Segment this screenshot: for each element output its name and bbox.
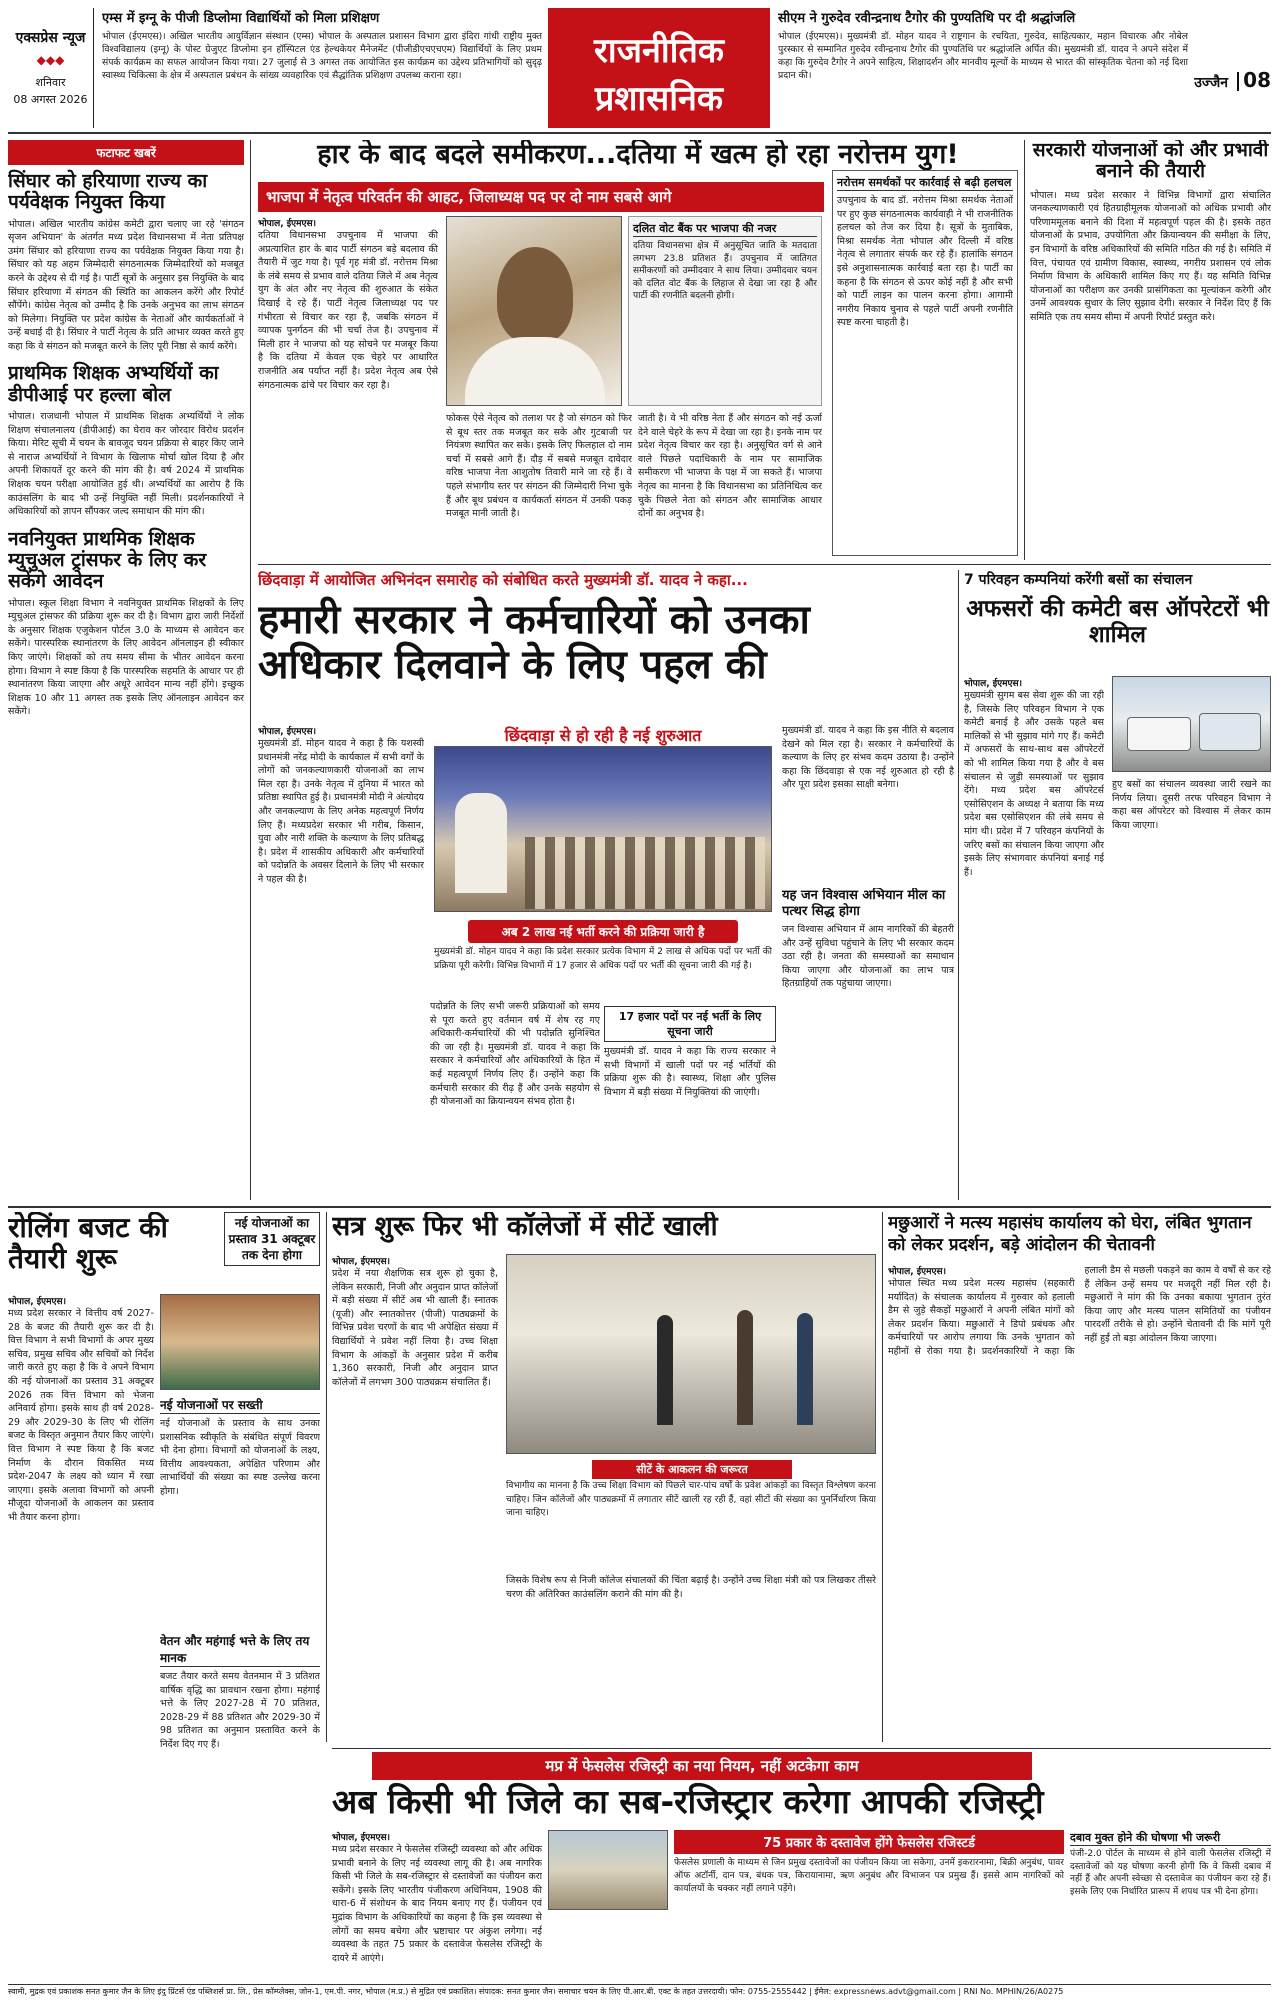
cm-text-c <box>782 724 954 884</box>
cm-body-a: मुख्यमंत्री डॉ. मोहन यादव ने कहा है कि यशस्वी प्रधानमंत्री नरेंद्र मोदी के कार्यकाल में सभी वर्गों के लोगों को जनकल्याणकारी योजनाओं का लाभ मिल रहा है। उनके नेतृत्व में दुनिया में भारत को प्रतिष्ठा स्थापित हुई है। प्रधानमंत्री मोदी ने अंत्योदय और जनकल्याण के लिए अनेक महत्वपूर्ण निर्णय लिए हैं। मध्यप्रदेश सरकार भी गरीब, किसान, युवा और नारी शक्ति के कल्याण के लिए प्रतिबद्ध है। प्रदेश में शासकीय अधिकारी और कर्मचारियों को पदोन्नति के अवसर दिलाने के लिए भी सरकार ने पहल की है। <box>258 738 424 885</box>
teaser-right-title: सीएम ने गुरुदेव रवीन्द्रनाथ टैगोर की पुण्यतिथि पर दी श्रद्धांजलि <box>778 11 1076 26</box>
rolling-body: मध्य प्रदेश सरकार ने वित्तीय वर्ष 2027-28 के बजट की तैयारी शुरू कर दी है। वित्त विभाग ने सभी विभागों के अपर मुख्य सचिव, प्रमुख सचिव और सचिवों को निर्देश जारी करते हुए कहा है कि वे अपने विभाग की नई योजनाओं का प्रस्ताव 31 अक्टूबर 2026 तक वित्त विभाग को भेजना अनिवार्य होगा। इसके साथ ही वर्ष 2028-29 और 2029-30 के लिए भी रोलिंग बजट के विस्तृत अनुमान तैयार किए जाएंगे। वित्त विभाग ने स्पष्ट किया है कि बजट निर्माण के दौरान विकसित मध्य प्रदेश-2047 के लक्ष्य को ध्यान में रखा जाएगा। इसके अलावा विभागों को अपनी मौजूदा योजनाओं के आकलन का प्रस्ताव भी तैयार करना होगा। <box>8 1308 154 1523</box>
student-figure <box>657 1315 673 1425</box>
cm-body-b: पदोन्नति के लिए सभी जरूरी प्रक्रियाओं को समय से पूरा करते हुए वर्तमान वर्ष में शेष रह गए अधिकारी-कर्मचारियों की भी पदोन्नति सुनिश्चित की जा रही है। मुख्यमंत्री डॉ. यादव ने कहा कि सरकार ने कर्मचारियों और अधिकारियों के हित में कई महत्वपूर्ण निर्णय लिए हैं। उन्होंने कहा कि कर्मचारी सरकार की रीढ़ हैं और उनके सहयोग से ही योजनाओं का क्रियान्वयन संभव होता है। <box>430 1001 600 1108</box>
lead-subhead: भाजपा में नेतृत्व परिवर्तन की आहट, जिलाध्यक्ष पद पर दो नाम सबसे आगे <box>258 182 824 212</box>
transport-dateline: भोपाल, ईएमएस। <box>964 679 1023 689</box>
cm-event-photo <box>434 746 772 912</box>
audience-crowd <box>525 837 765 909</box>
registry-headline: अब किसी भी जिले का सब-रजिस्ट्रार करेगा आपकी रजिस्ट्री <box>332 1782 1044 1821</box>
section-banner <box>548 8 770 128</box>
lead-body-a: दतिया विधानसभा उपचुनाव में भाजपा की अप्रत्याशित हार के बाद पार्टी संगठन बड़े बदलाव की तैयारी में जुट गया है। पूर्व गृह मंत्री डॉ. नरोत्तम मिश्रा के लंबे समय से प्रभाव वाले दतिया जिले में अब नेतृत्व युग के अंत और नए नेतृत्व की शुरुआत के संकेत दिखाई दे रहे हैं। पार्टी नेतृत्व जिलाध्यक्ष पद पर गंभीरता से विचार कर रहा है, जबकि संगठन में व्यापक पुनर्गठन की भी चर्चा तेज है। उपचुनाव में मिली हार ने भाजपा को यह सोचने पर मजबूर किया है कि दतिया में केवल एक चेहरे पर आधारित राजनीति अब पर्याप्त नहीं है। प्रदेश नेतृत्व अब ऐसे संगठनात्मक ढांचे पर विचार कर रहा है। <box>258 230 438 391</box>
colleges-caption-wrap <box>506 1480 876 1570</box>
recruit-box-title: अब 2 लाख नई भर्ती करने की प्रक्रिया जारी है <box>468 920 738 943</box>
student-figure-3 <box>797 1313 813 1425</box>
col1-divider <box>250 140 251 1200</box>
teaser-left-body: भोपाल (ईएमएस)। अखिल भारतीय आयुर्विज्ञान संस्थान (एम्स) भोपाल के अस्पताल प्रशासन विभाग द्वारा इंदिरा गांधी राष्ट्रीय मुक्त विश्वविद्यालय (इग्नू) के पोस्ट ग्रेजुएट डिप्लोमा इन हॉस्पिटल एंड हेल्थकेयर मैनेजमेंट (पीजीडीएचएचएम) विद्यार्थियों के लिए प्रथम संपर्क कार्यक्रम का सफल आयोजन किया गया। 27 जुलाई से 3 अगस्त तक आयोजित इस कार्यक्रम का उद्देश्य प्रतिभागियों को सुदृढ़ स्वास्थ्य चिकित्सा के क्षेत्र में अस्पताल प्रबंधन के सांख्य व्यवहारिक एवं सैद्धांतिक प्रशिक्षण उपलब्ध कराना रहा। <box>102 31 542 81</box>
rolling-box1-title: नई योजनाओं पर सख्ती <box>160 1396 320 1414</box>
registry-box <box>674 1830 1064 1980</box>
colleges-story <box>332 1212 876 1742</box>
rolling-dateline: भोपाल, ईएमएस। <box>8 1297 67 1307</box>
lead-text-c <box>638 412 822 556</box>
portrait-shoulders <box>465 337 605 406</box>
registry-side-body: पंजी-2.0 पोर्टल के माध्यम से होने वाली फेसलेस रजिस्ट्री में दस्तावेजों को यह घोषणा करनी होगी कि वे किसी दबाव में नहीं हैं और अपनी स्वेच्छा से दस्तावेज का पंजीयन करा रहे हैं। इसके लिए एक निर्धारित प्रारूप में शपथ पत्र भी देना होगा। <box>1070 1849 1271 1897</box>
transport-photo-caption: हुए बसों का संचालन व्यवस्था जारी रखने का निर्णय लिया। दूसरी तरफ परिवहन विभाग ने कहा बस ऑपरेटर को विश्वास में लेकर काम किया जाएगा। <box>1112 779 1271 831</box>
rolling-headline: रोलिंग बजट की तैयारी शुरू <box>8 1212 168 1276</box>
rolling-box2-title: वेतन और महंगाई भत्ते के लिए तय मानक <box>160 1632 320 1667</box>
cm-sub2-title: यह जन विश्वास अभियान मील का पत्थर सिद्ध होगा <box>782 888 946 919</box>
masthead <box>8 8 1271 128</box>
teaser-right-body: भोपाल (ईएमएस)। मुख्यमंत्री डॉ. मोहन यादव ने राष्ट्रगान के रचयिता, गुरुदेव, साहित्यकार, महान विचारक और नोबेल पुरस्कार से सम्मानित गुरुदेव रवीन्द्रनाथ टैगोर की पुण्यतिथि पर श्रद्धांजलि अर्पित की। मुख्यमंत्री डॉ. यादव ने अपने संदेश में कहा कि गुरुदेव टैगोर ने अपने साहित्य, शिक्षादर्शन और मानवीय मूल्यों के माध्यम से भारत की सांस्कृतिक चेतना को नई दिशा प्रदान की। <box>778 31 1188 81</box>
issue-day: शनिवार <box>35 76 66 89</box>
dalit-box-title: दलित वोट बैंक पर भाजपा की नजर <box>633 221 817 237</box>
lead-body-c: जाती है। वे भी वरिष्ठ नेता हैं और संगठन को नई ऊर्जा देने वाले चेहरे के रूप में देखा जा रहा है। इनके नाम पर प्रदेश नेतृत्व विचार कर रहा है। अनुसूचित वर्ग से आने वाले पिछले पदाधिकारी के नाम पर सामाजिक समीकरण भी भाजपा के पक्ष में जा सकते हैं। भाजपा नेतृत्व का मानना है कि विधानसभा का प्रतिनिधित्व कर चुके पिछले नेता को संगठन और सामाजिक आधार दोनों का अनुभव है। <box>638 413 822 520</box>
brief2-body: भोपाल। राजधानी भोपाल में प्राथमिक शिक्षक अभ्यर्थियों ने लोक शिक्षण संचालनालय (डीपीआई) का घेराव कर जोरदार विरोध प्रदर्शन किया। मेरिट सूची में चयन के बावजूद चयन प्रक्रिया से बाहर किए जाने से नाराज अभ्यर्थियों ने विभाग के खिलाफ मोर्चा खोल दिया है और अपनी शिकायतें दूर करने की मांग की है। वर्ष 2024 में प्राथमिक शिक्षक चयन परीक्षा आयोजित हुई थी। अभ्यर्थियों का आरोप है कि काउंसलिंग के बाद भी उन्हें नियुक्ति नहीं मिली। प्रदर्शनकारियों ने अधिकारियों को ज्ञापन सौंपकर जल्द समाधान की मांग की। <box>8 411 244 518</box>
section-title-line2: प्रशासनिक <box>594 79 724 119</box>
cm-headline-line2: अधिकार दिलवाने के लिए पहल की <box>258 641 767 688</box>
transport-kicker: 7 परिवहन कम्पनियां करेंगी बसों का संचालन <box>964 572 1193 588</box>
registry-box-title: 75 प्रकार के दस्तावेज होंगे फेसलेस रजिस्टर्ड <box>674 1830 1064 1854</box>
lead-body-b: फोकस ऐसे नेतृत्व को तलाश पर है जो संगठन को फिर से बूथ स्तर तक मजबूत कर सके और गुटबाजी पर नियंत्रण स्थापित कर सके। इसके लिए फिलहाल दो नाम चर्चा में सबसे आगे हैं। दौड़ में सबसे मजबूत दावेदार वरिष्ठ भाजपा नेता आशुतोष तिवारी माने जा रहे हैं। वे पहले संभागीय स्तर पर संगठन की जिम्मेदारी निभा चुके हैं और बूथ प्रबंधन व कार्यकर्ता संगठन में उनकी पकड़ मजबूत मानी जाती है। <box>446 413 632 520</box>
student-figure-2 <box>737 1310 753 1425</box>
colleges-body-b: जिसके विशेष रूप से निजी कॉलेज संचालकों की चिंता बढ़ाई है। उन्होंने उच्च शिक्षा मंत्री को पत्र लिखकर तीसरे चरण की अतिरिक्त काउंसलिंग कराने की मांग की है। <box>506 1575 876 1600</box>
registry-kicker: मप्र में फेसलेस रजिस्ट्री का नया नियम, नहीं अटकेगा काम <box>372 1752 1032 1780</box>
rolling-story <box>8 1212 320 1980</box>
page-separator <box>1237 72 1239 91</box>
recruit-box-body: मुख्यमंत्री डॉ. मोहन यादव ने कहा कि प्रदेश सरकार प्रत्येक विभाग में 2 लाख से अधिक पदों पर भर्ती की प्रक्रिया पूरी करेगी। विभिन्न विभागों में 17 हजार से अधिक पदों पर भर्ती की सूचना जारी की गई है। <box>434 947 772 971</box>
rolling-divider <box>326 1212 327 1742</box>
vacancy-box <box>604 1006 776 1200</box>
cm-story <box>258 570 954 1200</box>
colleges-headline: सत्र शुरू फिर भी कॉलेजों में सीटें खाली <box>332 1212 718 1242</box>
lead-text-b <box>446 412 632 556</box>
rolling-text <box>8 1294 154 1980</box>
transport-caption-wrap <box>1112 778 1271 1198</box>
vacancy-box-body: मुख्यमंत्री डॉ. यादव ने कहा कि राज्य सरकार ने सभी विभागों में खाली पदों पर नई भर्तियों की प्रक्रिया शुरू की है। स्वास्थ्य, शिक्षा और पुलिस विभाग में बड़ी संख्या में नियुक्तियां की जाएंगी। <box>604 1046 776 1098</box>
brief2-title: प्राथमिक शिक्षक अभ्यर्थियों का डीपीआई पर हल्ला बोल <box>8 362 219 406</box>
right-box-title: नरोत्तम समर्थकों पर कार्रवाई से बढ़ी हलचल <box>837 176 1012 189</box>
assembly-photo <box>160 1294 320 1390</box>
colleges-dateline: भोपाल, ईएमएस। <box>332 1257 391 1267</box>
lead-headline: हार के बाद बदले समीकरण...दतिया में खत्म हो रहा नरोत्तम युग! <box>317 140 959 170</box>
cm-kicker: छिंदवाड़ा में आयोजित अभिनंदन समारोह को संबोधित करते मुख्यमंत्री डॉ. यादव ने कहा... <box>258 571 748 589</box>
vacancy-box-title: 17 हजार पदों पर नई भर्ती के लिए सूचना जारी <box>604 1006 776 1042</box>
brief3-body: भोपाल। स्कूल शिक्षा विभाग ने नवनियुक्त प्राथमिक शिक्षकों के लिए म्युचुअल ट्रांसफर की प्रक्रिया शुरू कर दी है। विभाग द्वारा जारी निर्देशों के अनुसार शिक्षक एजुकेशन पोर्टल 3.0 के माध्यम से आवेदन कर सकेंगे। पारस्परिक स्थानांतरण के लिए आवेदन ऑनलाइन ही स्वीकार किए जाएंगे। शिक्षकों को तय समय सीमा के भीतर आवेदन करना होगा। विभाग ने स्पष्ट किया है कि पारस्परिक सहमति के आधार पर ही स्थानांतरण किया जाएगा और अधूरे आवेदन मान्य नहीं होंगे। इच्छुक शिक्षक 10 और 11 अगस्त तक इसके लिए ऑनलाइन आवेदन कर सकेंगे। <box>8 597 244 718</box>
city-name: उज्जैन <box>1194 75 1229 91</box>
rolling-box2 <box>160 1632 320 1980</box>
registry-side-title: दबाव मुक्त होने की घोषणा भी जरूरी <box>1070 1830 1271 1846</box>
bus-depot-photo <box>1112 676 1271 772</box>
rolling-box2-body: बजट तैयार करते समय वेतनमान में 3 प्रतिशत वार्षिक वृद्धि का प्रावधान रखना होगा। महंगाई भत्ते के लिए 2027-28 में 70 प्रतिशत, 2028-29 में 88 प्रतिशत और 2029-30 में 98 प्रतिशत का अनुमान प्रस्तावित करने के निर्देश दिए गए हैं। <box>160 1671 320 1750</box>
diamond-ornament-icon: ◆◆◆ <box>36 53 65 67</box>
narottam-photo <box>446 216 622 406</box>
cm-dateline: भोपाल, ईएमएस। <box>258 727 317 737</box>
lead-right-box <box>832 170 1018 556</box>
transport-story <box>964 570 1271 1200</box>
cm-photo-title: छिंदवाड़ा से हो रही है नई शुरुआत <box>504 726 702 745</box>
colleges-photo-caption: सीटें के आकलन की जरूरत <box>592 1460 792 1479</box>
colleges-text-a <box>332 1254 498 1742</box>
briefs-column <box>8 140 244 1200</box>
portrait-icon <box>497 247 573 343</box>
briefs-tag: फटाफट खबरें <box>8 140 244 165</box>
teaser-left-title: एम्स में इग्नू के पीजी डिप्लोमा विद्यार्थियों को मिला प्रशिक्षण <box>102 11 380 26</box>
registry-text <box>332 1830 542 1980</box>
fishery-story <box>888 1212 1271 1742</box>
cm-headline-line1: हमारी सरकार ने कर्मचारियों को उनका <box>258 597 810 643</box>
lead-story <box>258 140 1018 560</box>
masthead-rule <box>8 132 1271 134</box>
cm-text-a <box>258 724 424 1200</box>
footer-rule <box>8 1984 1271 1985</box>
schemes-headline: सरकारी योजनाओं को और प्रभावी बनाने की तैयारी <box>1032 140 1269 183</box>
lead-dalit-box <box>628 216 822 406</box>
fishery-dateline: भोपाल, ईएमएस। <box>888 1267 947 1277</box>
lead-text-a <box>258 216 438 556</box>
col-right-divider-top <box>1024 140 1025 560</box>
page-number-block <box>1193 68 1271 98</box>
lead-dateline: भोपाल, ईएमएस। <box>258 219 317 229</box>
rolling-box1 <box>160 1396 320 1626</box>
section-title-line1: राजनीतिक <box>594 31 724 71</box>
college-corridor-photo <box>506 1254 876 1454</box>
bus-shape-2 <box>1199 713 1261 751</box>
registry-dateline: भोपाल, ईएमएस। <box>332 1833 391 1843</box>
cm-sub2-body: जन विश्वास अभियान में आम नागरिकों की बेहतरी और उन्हें सुविधा पहुंचाने के लिए भी सरकार कदम उठा रही है। जनता की समस्याओं का समाधान किया जाएगा और योजनाओं का लाभ पात्र हितग्राहियों तक पहुंचाया जाएगा। <box>782 924 954 990</box>
right-box-body: उपचुनाव के बाद डॉ. नरोत्तम मिश्रा समर्थक नेताओं पर हुए कुछ संगठनात्मक कार्यवाही ने भी राजनीतिक हलचल को तेज कर दिया है। सूत्रों के मुताबिक, मिश्रा समर्थक नेता भोपाल और दिल्ली में वरिष्ठ नेतृत्व से लगातार संपर्क कर रहे हैं। हालांकि संगठन इसे अनुशासनात्मक कार्रवाई बता रहा है। पार्टी का कहना है कि संगठन से ऊपर कोई नहीं है और सभी को पार्टी लाइन का पालन करना होगा। आगामी नगरीय निकाय चुनाव से पहले पार्टी अपनी रणनीति स्पष्ट करना चाहती है। <box>837 195 1013 329</box>
colleges-caption-body: विभागीय का मानना है कि उच्च शिक्षा विभाग को पिछले चार-पांच वर्षों के प्रवेश आंकड़ों का विस्तृत विश्लेषण करना चाहिए। जिन कॉलेजों और पाठ्यक्रमों में लगातार सीटें खाली रह रही हैं, वहां सीटों की संख्या का पुनर्निर्धारण किया जाना चाहिए। <box>506 1481 876 1519</box>
issue-date: 08 अगस्त 2026 <box>13 93 88 106</box>
registry-body: मध्य प्रदेश सरकार ने फेसलेस रजिस्ट्री व्यवस्था को और अधिक प्रभावी बनाने के लिए नई व्यवस्था लागू की है। अब नागरिक किसी भी जिले के सब-रजिस्ट्रार से दस्तावेजों का पंजीयन करा सकेंगे। इसके लिए भारतीय पंजीकरण अधिनियम, 1908 की धारा-6 में संशोधन के बाद नियम बनाए गए हैं। पंजीयन एवं मुद्रांक विभाग के अधिकारियों का कहना है कि इस व्यवस्था से लोगों का समय बचेगा और भ्रष्टाचार पर अंकुश लगेगा। नई व्यवस्था के तहत 75 प्रकार के दस्तावेज फेसलेस रजिस्ट्री के दायरे में आएंगे। <box>332 1844 542 1964</box>
col-right-divider-mid <box>958 570 959 1200</box>
brief1-title: सिंघार को हरियाणा राज्य का पर्यवेक्षक नियुक्त किया <box>8 170 208 214</box>
transport-text <box>964 676 1104 1036</box>
fishery-headline: मछुआरों ने मत्स्य महासंघ कार्यालय को घेरा, लंबित भुगतान को लेकर प्रदर्शन, बड़े आंदोलन की चेतावनी <box>888 1213 1252 1255</box>
cm-text-b <box>430 1000 600 1200</box>
registry-office-photo <box>548 1830 668 1910</box>
transport-body: मुख्यमंत्री सुगम बस सेवा शुरू की जा रही है, जिसके लिए परिवहन विभाग ने एक कमेटी बनाई है और उसके पहले बस मालिकों से भी सुझाव मांगे गए हैं। कमेटी में अफसरों के साथ-साथ बस ऑपरेटरों को भी शामिल किया गया है और वे बस संचालन से जुड़ी समस्याओं पर सुझाव देंगे। मध्य प्रदेश बस ऑपरेटर्स एसोसिएशन के अध्यक्ष ने बताया कि मध्य प्रदेश बस एसोसिएशन की लंबे समय से मांग थी। प्रदेश में 7 परिवहन कंपनियों के जरिए बसों का संचालन किया जाएगा और इसके लिए संभागवार कंपनियां बनाई गई हैं। <box>964 690 1104 878</box>
colleges-text-b <box>506 1574 876 1742</box>
brand-name: एक्सप्रेस न्यूज <box>15 30 86 46</box>
rule-registry <box>332 1748 1271 1749</box>
page-number: 08 <box>1243 68 1271 92</box>
fishery-body: भोपाल स्थित मध्य प्रदेश मत्स्य महासंघ (सहकारी मर्यादित) के संचालक कार्यालय में गुरुवार को हलाली डैम से जुड़े सैकड़ों मछुआरों ने अपनी लंबित मांगों को लेकर प्रदर्शन किया। मछुआरों ने डिपो प्रबंधक और कर्मचारियों पर आरोप लगाया कि उनके भुगतान को महीनों से रोका गया है। प्रदर्शनकारियों ने कहा कि हलाली डैम से मछली पकड़ने का काम वे वर्षों से कर रहे हैं लेकिन उन्हें समय पर मजदूरी नहीं मिल रही है। मछुआरों ने मांग की कि उनका बकाया भुगतान तुरंत किया जाए और मत्स्य पालन समितियों का पंजीयन पारदर्शी तरीके से हो। उन्होंने चेतावनी दी कि मांगें पूरी नहीं हुईं तो बड़ा आंदोलन किया जाएगा। <box>888 1265 1271 1357</box>
rolling-box1-body: नई योजनाओं के प्रस्ताव के साथ उनका प्रशासनिक स्वीकृति के संबंधित संपूर्ण विवरण भी देना होगा। विभागों को योजनाओं के लक्ष्य, वित्तीय आवश्यकता, अपेक्षित परिणाम और लाभार्थियों की संख्या का स्पष्ट उल्लेख करना होगा। <box>160 1418 320 1497</box>
colleges-body-a: प्रदेश में नया शैक्षणिक सत्र शुरू हो चुका है, लेकिन सरकारी, निजी और अनुदान प्राप्त कॉलेजों में बड़ी संख्या में सीटें अब भी खाली हैं। स्नातक (यूजी) और स्नातकोत्तर (पीजी) पाठ्यक्रमों के विभिन्न प्रवेश चरणों के बाद भी अपेक्षित संख्या में विद्यार्थियों ने प्रवेश नहीं लिया है। उच्च शिक्षा विभाग के आंकड़ों के अनुसार प्रदेश में करीब 1,360 सरकारी, निजी और अनुदान प्राप्त कॉलेजों में लगभग 300 पाठ्यक्रम संचालित हैं। <box>332 1268 498 1388</box>
rolling-side-tag: नई योजनाओं का प्रस्ताव 31 अक्टूबर तक देना होगा <box>224 1212 320 1266</box>
colleges-divider <box>882 1212 883 1742</box>
rule-mid <box>8 1206 1271 1208</box>
footer-imprint-text: स्वामी, मुद्रक एवं प्रकाशक सनत कुमार जैन के लिए इंदु प्रिंटर्स एंड पब्लिशर्स प्रा. लि., प्रेस कॉम्प्लेक्स, जोन-1, एम.पी. नगर, भोपाल (म.प्र.) से मुद्रित एवं प्रकाशित। संपादक: सनत कुमार जैन। समाचार चयन के लिए पी.आर.बी. एक्ट के तहत उत्तरदायी। फोन: 0755-2555442 | ईमेल: expressnews.advt@gmail.com | RNI No. MPHIN/26/A0275 <box>8 1987 1064 1996</box>
brand-block <box>8 8 94 128</box>
teaser-right <box>778 8 1188 128</box>
podium-speaker <box>455 793 507 893</box>
brief1-body: भोपाल। अखिल भारतीय कांग्रेस कमेटी द्वारा चलाए जा रहे 'संगठन सृजन अभियान' के अंतर्गत मध्य प्रदेश विधानसभा में नेता प्रतिपक्ष उमंग सिंघार को हरियाणा राज्य का पर्यवेक्षक नियुक्त किया गया है। सिंघार को यह अहम जिम्मेदारी संगठनात्मक जिम्मेदारियों को मजबूत करने के उद्देश्य से दी गई है। पार्टी सूत्रों के अनुसार इस नियुक्ति के बाद सिंघार हरियाणा में संगठन की स्थिति का आकलन करेंगे और रिपोर्ट सौंपेंगे। कांग्रेस नेतृत्व को उम्मीद है कि उनके अनुभव का लाभ संगठन को मिलेगा। नियुक्ति पर प्रदेश कांग्रेस के नेताओं और कार्यकर्ताओं ने उन्हें बधाई दी है। सिंघार ने पार्टी नेतृत्व के प्रति आभार व्यक्त करते हुए कहा कि वे संगठन को मजबूत करने के लिए पूरी निष्ठा से कार्य करेंगे। <box>8 218 244 352</box>
dalit-box-body: दतिया विधानसभा क्षेत्र में अनुसूचित जाति के मतदाता लगभग 23.8 प्रतिशत हैं। उपचुनाव में जातिगत समीकरणों को उम्मीदवार ने साध लिया। उम्मीदवार चयन को दलित वोट बैंक के लिहाज से देखा जा रहा है और पार्टी की रणनीति बदलनी होगी। <box>633 241 817 302</box>
footer-imprint <box>8 1987 1271 2005</box>
rule-under-lead <box>258 564 1271 565</box>
schemes-story <box>1030 140 1271 560</box>
registry-side <box>1070 1830 1271 1980</box>
cm-sub2 <box>782 888 954 1200</box>
brief3-title: नवनियुक्त प्राथमिक शिक्षक म्युचुअल ट्रांसफर के लिए कर सकेंगे आवेदन <box>8 527 207 593</box>
teaser-left <box>102 8 542 128</box>
cm-body-c: मुख्यमंत्री डॉ. यादव ने कहा कि इस नीति से बदलाव देखने को मिल रहा है। सरकार ने कर्मचारियों के कल्याण के लिए हर संभव कदम उठाया है। उन्होंने कहा कि छिंदवाड़ा से एक नई शुरुआत हो रही है और पूरा प्रदेश इसका साक्षी बनेगा। <box>782 725 954 791</box>
registry-box-body: फेसलेस प्रणाली के माध्यम से जिन प्रमुख दस्तावेजों का पंजीयन किया जा सकेगा, उनमें इकरारनामा, बिक्री अनुबंध, पावर ऑफ अटॉर्नी, दान पत्र, बंधक पत्र, किरायानामा, ऋण अनुबंध और विभाजन पत्र प्रमुख हैं। इससे आम नागरिकों को कार्यालयों के चक्कर नहीं लगाने पड़ेंगे। <box>674 1858 1064 1894</box>
fishery-text <box>888 1264 1271 1742</box>
schemes-body: भोपाल। मध्य प्रदेश सरकार ने विभिन्न विभागों द्वारा संचालित जनकल्याणकारी एवं हितग्राहीमूलक योजनाओं को अधिक प्रभावी और परिणाममूलक बनाने की दिशा में महत्वपूर्ण पहल की है। इसके तहत योजनाओं के प्रभाव, उपयोगिता और क्रियान्वयन की समीक्षा के लिए, इन विभागों के वरिष्ठ अधिकारियों की समिति गठित की गई है। समिति में वित्त, पंचायत एवं ग्रामीण विकास, स्वास्थ्य, नगरीय प्रशासन एवं लोक निर्माण विभाग के अधिकारी शामिल किए गए हैं। यह समिति विभिन्न योजनाओं का परीक्षण कर उनकी प्रासंगिकता का मूल्यांकन करेगी और उनमें आवश्यक सुधार के लिए सुझाव देगी। सरकार ने निर्देश दिए हैं कि समिति एक तय समय सीमा में अपनी रिपोर्ट प्रस्तुत करे। <box>1030 189 1271 323</box>
transport-headline: अफसरों की कमेटी बस ऑपरेटरों भी शामिल <box>966 596 1269 648</box>
bus-shape <box>1127 717 1191 751</box>
